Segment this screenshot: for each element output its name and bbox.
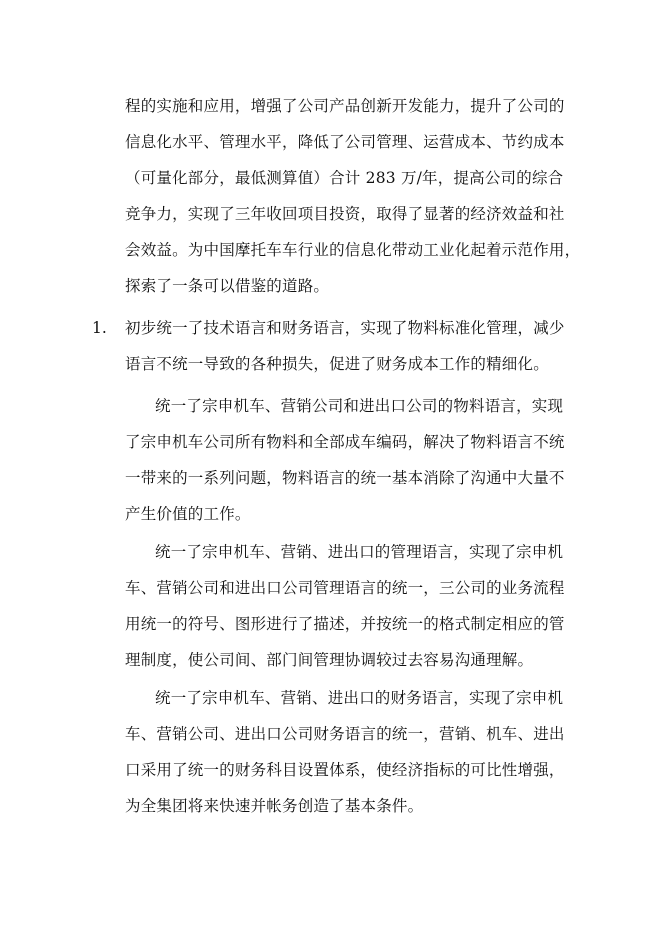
text-line: 信息化水平、管理水平，降低了公司管理、运营成本、节约成本 [125,133,565,151]
text-line: 一带来的一系列问题，物料语言的统一基本消除了沟通中大量不 [125,469,565,487]
financial-language-paragraph [125,680,585,824]
text-line: 语言不统一导致的各种损失，促进了财务成本工作的精细化。 [125,355,549,373]
text-line: 统一了宗申机车、营销公司和进出口公司的物料语言，实现 [155,397,564,415]
text-line: 竞争力，实现了三年收回项目投资，取得了显著的经济效益和社 [125,205,565,223]
text-line: 探索了一条可以借鉴的道路。 [125,277,330,295]
list-item [125,310,585,382]
text-line: 为全集团将来快速并帐务创造了基本条件。 [125,797,424,815]
text-line: 程的实施和应用，增强了公司产品创新开发能力，提升了公司的 [125,97,565,115]
text-line: 用统一的符号、图形进行了描述，并按统一的格式制定相应的管 [125,615,565,633]
list-number: 1. [92,319,107,337]
text-line: 了宗申机车公司所有物料和全部成车编码，解决了物料语言不统 [125,433,565,451]
management-language-paragraph [125,534,585,678]
text-line: 初步统一了技术语言和财务语言，实现了物料标准化管理，减少 [125,319,565,337]
text-line: 统一了宗申机车、营销、进出口的财务语言，实现了宗申机 [155,689,564,707]
text-line: 口采用了统一的财务科目设置体系，使经济指标的可比性增强， [125,761,565,779]
text-line: 理制度，使公司间、部门间管理协调较过去容易沟通理解。 [125,651,534,669]
text-line: 车、营销公司和进出口公司管理语言的统一，三公司的业务流程 [125,579,565,597]
text-line: （可量化部分，最低测算值）合计 283 万/年，提高公司的综合 [125,169,564,187]
intro-paragraph [125,88,585,304]
text-line: 车、营销公司、进出口公司财务语言的统一，营销、机车、进出 [125,725,565,743]
text-line: 统一了宗申机车、营销、进出口的管理语言，实现了宗申机 [155,543,564,561]
text-line: 会效益。为中国摩托车车行业的信息化带动工业化起着示范作用， [125,241,581,259]
material-language-paragraph [125,388,585,532]
text-line: 产生价值的工作。 [125,505,251,523]
